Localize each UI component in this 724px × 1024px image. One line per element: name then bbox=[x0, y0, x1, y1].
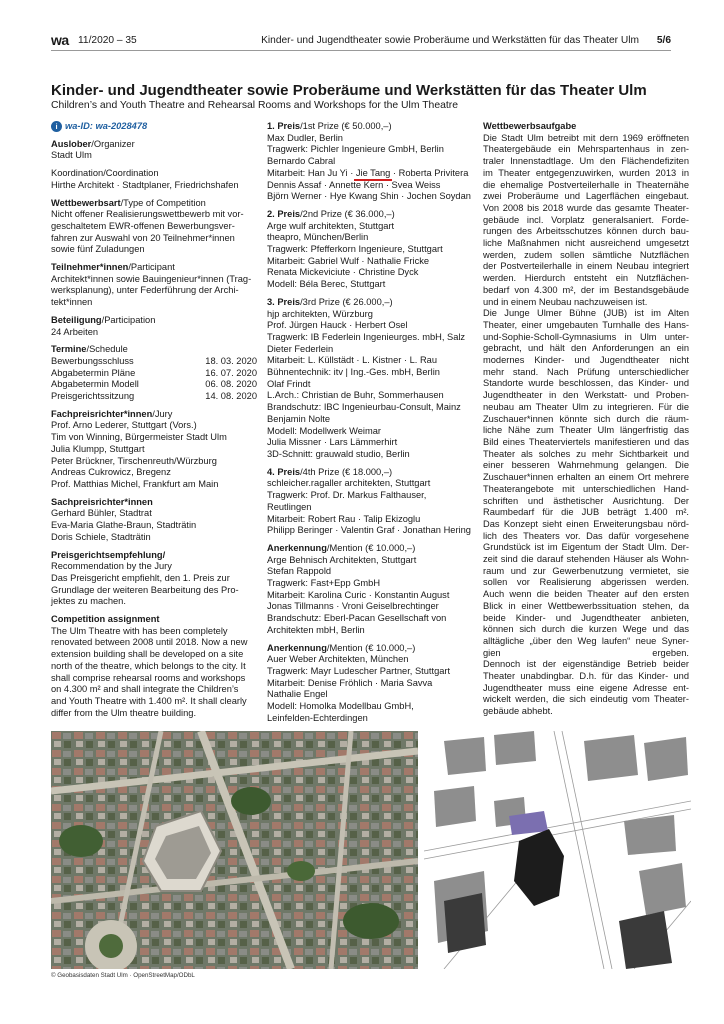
text-line: traler Innenstadtlage. Um den Flächendefiziten bbox=[483, 156, 689, 167]
wa-id-link[interactable] bbox=[51, 121, 257, 133]
page-header bbox=[51, 34, 671, 48]
competition-type-line: geschaltetem EWR-offenen Bewerbungsver- bbox=[51, 220, 235, 231]
text-line: modernes Kinder- und Jugendtheater nicht bbox=[483, 355, 689, 366]
text-line: Tim von Winning, Bürgermeister Stadt Ulm bbox=[51, 432, 227, 443]
prize-1-staff-a: Mitarbeit: Han Ju Yi · bbox=[267, 167, 356, 178]
prize-4-amount: /4th Prize (€ 18.000,–) bbox=[300, 466, 393, 477]
text-line: Arge wulf architekten, Stuttgart bbox=[267, 220, 395, 231]
text-line: Jugendtheater in den Werkstatt- und Proben- bbox=[483, 390, 689, 401]
text-line: Nathalie Engel bbox=[267, 689, 328, 700]
jury-heading: Fachpreisrichter*innen bbox=[51, 408, 153, 419]
text-line: Mitarbeit: Karolina Curic · Konstantin August bbox=[267, 589, 450, 600]
text-line: Mitarbeit: Denise Fröhlich · Maria Savva bbox=[267, 677, 433, 688]
assignment-text bbox=[51, 626, 257, 720]
mention-2-list bbox=[267, 654, 473, 724]
text-line: alltägliche „über den Weg laufen“ neue Syner- bbox=[483, 635, 689, 646]
prize-4-list bbox=[267, 478, 473, 537]
text-line: einer besseren Wahrnehmung gelangen. Die bbox=[483, 460, 689, 471]
text-line: Bühnentechnik: itv | Ing.-Ges. mbH, Berlin bbox=[267, 367, 440, 378]
text-line: extension building shall be developed on a site bbox=[51, 649, 244, 660]
mention-1-list bbox=[267, 555, 473, 637]
schedule-label: Bewerbungsschluss bbox=[51, 355, 134, 366]
prize-1-staff-c: · Roberta Privitera bbox=[390, 167, 469, 178]
header-title: Kinder- und Jugendtheater sowie Proberäume und Werkstätten für das Theater Ulm bbox=[261, 35, 639, 46]
schedule-row bbox=[51, 379, 257, 391]
text-line: die ehemalige Postverteilerhalle in Theaternähe bbox=[483, 179, 689, 190]
text-line: Jugendtheater muss eine eigene Adresse ent- bbox=[483, 682, 689, 693]
text-line: liche Nähe zum Theater Ulm längerfristig das bbox=[483, 425, 689, 436]
mention-2-section bbox=[267, 643, 473, 725]
competition-type-line: Nicht offener Realisierungswettbewerb mit vor- bbox=[51, 209, 244, 220]
text-line: Modell: Homolka Modellbau GmbH, bbox=[267, 701, 414, 712]
recommendation-line: jektes zu machen. bbox=[51, 596, 126, 607]
text-line: north of the theatre, which belongs to the city. It bbox=[51, 660, 246, 671]
competition-type-line: sowie fünf Zuladungen bbox=[51, 244, 145, 255]
text-line: Theatergebäude ein Mehrspartenhaus in zen- bbox=[483, 144, 689, 155]
participation-section bbox=[51, 315, 257, 338]
text-line: renovated between 2008 until 2018. Now a new bbox=[51, 637, 248, 648]
text-line: Architekten mbH, Berlin bbox=[267, 624, 365, 635]
lay-jury-heading: Sachpreisrichter*innen bbox=[51, 496, 153, 507]
prize-1-heading: 1. Preis bbox=[267, 121, 301, 131]
text-line: Dennoch ist der eigenständige Betrieb beider bbox=[483, 659, 689, 670]
text-line: Auer Weber Architekten, München bbox=[267, 654, 409, 665]
text-line: Gerhard Bühler, Stadtrat bbox=[51, 508, 152, 519]
text-line: Raumbedarf für die JUB beträgt 1.400 m². bbox=[483, 507, 689, 518]
text-line: mehr stand. Nach Prüfung unterschiedlicher bbox=[483, 366, 689, 377]
prize-3-amount: /3rd Prize (€ 26.000,–) bbox=[300, 296, 393, 307]
text-line: Standorte wurde beschlossen, das Kinder- und bbox=[483, 378, 689, 389]
info-icon: i bbox=[51, 121, 62, 132]
participation-heading: Beteiligung bbox=[51, 314, 102, 325]
prize-4-section bbox=[267, 467, 473, 537]
participant-line: werksplanung), unter Federführung der Archi- bbox=[51, 285, 239, 296]
schedule-row bbox=[51, 368, 257, 380]
text-line: Jonas Tillmanns · Vroni Geiselbrechtinger bbox=[267, 601, 439, 612]
text-line: Prof. Matthias Michel, Frankfurt am Main bbox=[51, 478, 219, 489]
prize-4-heading: 4. Preis bbox=[267, 466, 301, 477]
text-line: Dieter Federlein bbox=[267, 343, 334, 354]
page-number: 5/6 bbox=[656, 35, 671, 46]
prize-1-amount: /1st Prize (€ 50.000,–) bbox=[300, 121, 392, 131]
text-line: Theater, einer umgebauten Turnhalle des Hans- bbox=[483, 319, 689, 330]
text-line: Tragwerk: Pichler Ingenieure GmbH, Berlin bbox=[267, 144, 444, 155]
task-paragraph-2 bbox=[483, 308, 689, 718]
schedule-heading: Termine bbox=[51, 344, 87, 355]
organizer-section bbox=[51, 139, 257, 162]
assignment-heading: Competition assignment bbox=[51, 614, 160, 625]
participant-line: tekt*innen bbox=[51, 297, 93, 308]
text-line: gien ergeben. bbox=[483, 647, 689, 658]
text-line: differ from the Ulm theatre building. bbox=[51, 707, 197, 718]
text-line: Philipp Beringer · Valentin Graf · Jonathan Hering bbox=[267, 525, 471, 536]
text-line: lich des Theaters vor. Das dafür vorgesehene bbox=[483, 530, 689, 541]
text-line: Die Junge Ulmer Bühne (JUB) ist im Alten bbox=[483, 308, 689, 319]
mention-1-section bbox=[267, 543, 473, 637]
text-line: neubau am Theater Ulm zu integrieren. Für die bbox=[483, 401, 689, 412]
text-line: Doris Schiele, Stadträtin bbox=[51, 531, 151, 542]
prize-3-section bbox=[267, 297, 473, 461]
organizer-value: Stadt Ulm bbox=[51, 150, 92, 161]
prize-3-heading: 3. Preis bbox=[267, 296, 301, 307]
text-line: Julia Missner · Lars Lämmerhirt bbox=[267, 437, 398, 448]
text-line: Prof. Jürgen Hauck · Herbert Osel bbox=[267, 320, 408, 331]
text-line: Max Dudler, Berlin bbox=[267, 132, 343, 143]
coordination-heading: Koordination/Coordination bbox=[51, 168, 159, 179]
column-3 bbox=[483, 121, 689, 718]
jury-list bbox=[51, 420, 257, 490]
text-line: Das Konzept sieht einen Erweiterungsbau nörd- bbox=[483, 518, 689, 529]
competition-type-line: fahren zur Auswahl von 20 Teilnehmer*innen bbox=[51, 232, 235, 243]
text-line: Tragwerk: Prof. Dr. Markus Falthauser, bbox=[267, 490, 427, 501]
mention-1-heading: Anerkennung bbox=[267, 542, 327, 553]
prize-2-heading: 2. Preis bbox=[267, 208, 301, 219]
text-line: beide Kinder- und Jugendtheater anbieten, bbox=[483, 612, 689, 623]
text-line: schleicher.ragaller architekten, Stuttgart bbox=[267, 478, 431, 489]
text-line: Von 2008 bis 2018 wurde das gesamte Theater- bbox=[483, 202, 689, 213]
participant-heading-en: /Participant bbox=[128, 262, 175, 273]
coordination-value: Hirthe Architekt · Stadtplaner, Friedrichshafen bbox=[51, 179, 239, 190]
schedule-label: Abgabetermin Modell bbox=[51, 379, 139, 390]
issue-number: 11/2020 – 35 bbox=[78, 35, 137, 46]
text-line: Prof. Arno Lederer, Stuttgart (Vors.) bbox=[51, 420, 197, 431]
text-line: gebracht, und hält den Anforderungen an ein bbox=[483, 343, 689, 354]
participant-line: Architekt*innen sowie Bauingenieur*innen (Trag- bbox=[51, 273, 252, 284]
schedule-row bbox=[51, 391, 257, 403]
prize-2-section bbox=[267, 209, 473, 291]
text-line: 3D-Schnitt: grauwald studio, Berlin bbox=[267, 448, 410, 459]
recommendation-heading-en: Recommendation by the Jury bbox=[51, 561, 172, 572]
prize-3-list bbox=[267, 309, 473, 461]
text-line: raum und zur Gewerbenutzung vermietet, sie bbox=[483, 565, 689, 576]
text-line: Tragwerk: Mayr Ludescher Partner, Stuttgart bbox=[267, 665, 451, 676]
participant-heading: Teilnehmer*innen bbox=[51, 262, 129, 273]
text-line: schriften und ästhetischer Ausrichtung. Der bbox=[483, 495, 689, 506]
schedule-date: 06. 08. 2020 bbox=[205, 379, 257, 390]
text-line: gebäude abhebt. bbox=[483, 706, 553, 717]
site-plan bbox=[424, 731, 691, 969]
competition-type-heading-en: /Type of Competition bbox=[120, 197, 206, 208]
magazine-logo: wa bbox=[51, 32, 69, 48]
site-plan-drawing bbox=[424, 731, 691, 969]
text-line: zwei Proberäume und Lagerflächen eingebaut. bbox=[483, 191, 689, 202]
text-line: Mitarbeit: L. Küllstädt · L. Kistner · L. Rau bbox=[267, 355, 437, 366]
schedule-list bbox=[51, 356, 257, 403]
text-line: hjp architekten, Würzburg bbox=[267, 308, 373, 319]
competition-type-section bbox=[51, 198, 257, 257]
text-line: Zuschauer*innen erhalten an einem Ort mehrere bbox=[483, 472, 689, 483]
recommendation-line: Grundlage der weiteren Bearbeitung des Pro- bbox=[51, 584, 239, 595]
prize-1-staff-list bbox=[267, 180, 473, 203]
participation-value: 24 Arbeiten bbox=[51, 326, 99, 337]
text-line: Die Stadt Ulm betreibt mit dern 1969 eröffneten bbox=[483, 132, 689, 143]
task-heading: Wettbewerbsaufgabe bbox=[483, 121, 577, 131]
text-line: Andreas Cukrowicz, Bregenz bbox=[51, 467, 171, 478]
lay-jury-section bbox=[51, 497, 257, 544]
text-line: Renata Mickeviciute · Christine Dyck bbox=[267, 267, 419, 278]
prize-2-list bbox=[267, 221, 473, 291]
text-line: The Ulm Theatre with has been completely bbox=[51, 625, 228, 636]
text-line: Modell: Béla Berec, Stuttgart bbox=[267, 279, 386, 290]
text-line: zeit sind die darauf stehenden Häuser als Wohn- bbox=[483, 554, 689, 565]
header-divider bbox=[51, 50, 671, 51]
text-line: Blick in einer Wettbewerbssituation stehen, da bbox=[483, 600, 689, 611]
text-line: L.Arch.: Christian de Buhr, Sommerhausen bbox=[267, 390, 444, 401]
text-line: Reutlingen bbox=[267, 501, 312, 512]
text-line: Theater als solches zu mehr Sichtbarkeit und bbox=[483, 448, 689, 459]
text-line: im Theater entgegenzuwirken, wurden 2013 in bbox=[483, 167, 689, 178]
text-line: können sich durch die kurzen Wege und das bbox=[483, 624, 689, 635]
aerial-photo-image bbox=[51, 731, 418, 969]
schedule-row bbox=[51, 356, 257, 368]
coordination-section bbox=[51, 168, 257, 191]
text-line: der Postverteilerhalle in einem Neubau integriert bbox=[483, 261, 689, 272]
text-line: Bild eines Theaterviertels manifestieren und das bbox=[483, 436, 689, 447]
text-line: Modell: Modellwerk Weimar bbox=[267, 425, 382, 436]
text-line: und-Sophie-Scholl-Gymnasiums in Ulm unter- bbox=[483, 331, 689, 342]
text-line: Brandschutz: Eberl-Pacan Gesellschaft von bbox=[267, 613, 447, 624]
text-line: bedarf von 4.300 m², der im Bestandsgebäude bbox=[483, 284, 689, 295]
assignment-section bbox=[51, 614, 257, 719]
task-paragraph-1 bbox=[483, 133, 689, 309]
text-line: Leinfelden-Echterdingen bbox=[267, 712, 368, 723]
prize-2-amount: /2nd Prize (€ 36.000,–) bbox=[300, 208, 395, 219]
column-2 bbox=[267, 121, 473, 724]
text-line: Eva-Maria Glathe-Braun, Stadträtin bbox=[51, 520, 197, 531]
text-line: werden, zudem sollen sämtliche Nutzflächen bbox=[483, 249, 689, 260]
text-line: Theater unabdingbar. D.h. für das Kinder- und bbox=[483, 671, 689, 682]
text-line: Tragwerk: IB Federlein Ingenieurges. mbH, Salz bbox=[267, 331, 466, 342]
text-line: Dennis Assaf · Annette Kern · Svea Weiss bbox=[267, 179, 441, 190]
prize-1-section bbox=[267, 121, 473, 203]
text-line: und in einem Neubau nachzuweisen ist. bbox=[483, 296, 648, 307]
text-line: rungen des Arbeitsschutzes können durch bau- bbox=[483, 226, 689, 237]
text-line: Stefan Rappold bbox=[267, 566, 332, 577]
text-line: Benjamin Nolte bbox=[267, 413, 331, 424]
text-line: on 4.300 m² and shall integrate the Children’s bbox=[51, 684, 239, 695]
prize-1-staff-line bbox=[267, 168, 473, 180]
text-line: and Youth Theatre with 1.400 m². It shall clearly bbox=[51, 695, 247, 706]
text-line: Björn Werner · Hye Kwang Shin · Jochen Soydan bbox=[267, 191, 471, 202]
schedule-label: Preisgerichtssitzung bbox=[51, 391, 135, 402]
article-subtitle: Children’s and Youth Theatre and Rehearsal Rooms and Workshops for the Ulm Theatre bbox=[51, 100, 459, 111]
mention-1-amount: /Mention (€ 10.000,–) bbox=[326, 542, 416, 553]
text-line: Theaterangebote mit unterschiedlichen Hand- bbox=[483, 483, 689, 494]
text-line: Bernardo Cabral bbox=[267, 156, 336, 167]
text-line: werden. Hierdurch entsteht ein Nutzflächen- bbox=[483, 273, 689, 284]
mention-2-amount: /Mention (€ 10.000,–) bbox=[326, 642, 416, 653]
text-line: gebäude incl. Vorplatz generalsaniert. Forde- bbox=[483, 214, 689, 225]
text-line: wickelt werden, die sich eindeutig vom Theater- bbox=[483, 694, 689, 705]
text-line: sollen vor Realisierung abgerissen werden. bbox=[483, 577, 689, 588]
recommendation-section bbox=[51, 550, 257, 609]
organizer-heading-en: /Organizer bbox=[91, 138, 135, 149]
text-line: liche Maßnahmen nicht ausreichend umgesetzt bbox=[483, 238, 689, 249]
participation-heading-en: /Participation bbox=[101, 314, 156, 325]
recommendation-line: Das Preisgericht empfiehlt, den 1. Preis zur bbox=[51, 572, 230, 583]
lay-jury-list bbox=[51, 508, 257, 543]
article-title: Kinder- und Jugendtheater sowie Proberäume und Werkstätten für das Theater Ulm bbox=[51, 82, 647, 99]
column-1 bbox=[51, 121, 257, 719]
photo-credit: © Geobasisdaten Stadt Ulm · OpenStreetMap/ODbL bbox=[51, 972, 195, 979]
schedule-date: 18. 03. 2020 bbox=[205, 355, 257, 366]
text-line: Julia Klumpp, Stuttgart bbox=[51, 443, 145, 454]
text-line: Peter Brückner, Tirschenreuth/Würzburg bbox=[51, 455, 217, 466]
competition-type-heading: Wettbewerbsart bbox=[51, 197, 121, 208]
text-line: Brandschutz: IBC Ingenieurbau-Consult, Mainz bbox=[267, 402, 461, 413]
jury-heading-en: /Jury bbox=[152, 408, 173, 419]
participant-section bbox=[51, 262, 257, 309]
organizer-heading: Auslober bbox=[51, 138, 92, 149]
schedule-label: Abgabetermin Pläne bbox=[51, 367, 136, 378]
text-line: theapro, München/Berlin bbox=[267, 232, 369, 243]
prize-1-list bbox=[267, 133, 473, 168]
text-line: Auch wenn die beiden Theater auf den ersten bbox=[483, 589, 689, 600]
text-line: Arge Behnisch Architekten, Stuttgart bbox=[267, 554, 417, 565]
text-line: Tragwerk: Pfefferkorn Ingenieure, Stuttgart bbox=[267, 244, 443, 255]
schedule-date: 16. 07. 2020 bbox=[205, 367, 257, 378]
text-line: Olaf Frindt bbox=[267, 378, 311, 389]
text-line: shall comprise rehearsal rooms and workshops bbox=[51, 672, 246, 683]
text-line: Mitarbeit: Robert Rau · Talip Ekizoglu bbox=[267, 513, 421, 524]
text-line: Grundstück ist im Eigentum der Stadt Ulm. Der- bbox=[483, 542, 689, 553]
jury-section bbox=[51, 409, 257, 491]
wa-id-label: wa-ID: wa-2028478 bbox=[65, 121, 148, 131]
aerial-photo bbox=[51, 731, 418, 969]
recommendation-heading: Preisgerichtsempfehlung/ bbox=[51, 549, 166, 560]
text-line: Mitarbeit: Gabriel Wulf · Nathalie Fricke bbox=[267, 255, 430, 266]
schedule-date: 14. 08. 2020 bbox=[205, 391, 257, 402]
mention-2-heading: Anerkennung bbox=[267, 642, 327, 653]
text-line: Zuschauer*innen könnte sich durch die räum- bbox=[483, 413, 689, 424]
schedule-heading-en: /Schedule bbox=[86, 344, 128, 355]
schedule-section bbox=[51, 344, 257, 403]
highlighted-name: Jie Tang bbox=[355, 167, 391, 178]
text-line: Tragwerk: Fast+Epp GmbH bbox=[267, 578, 381, 589]
